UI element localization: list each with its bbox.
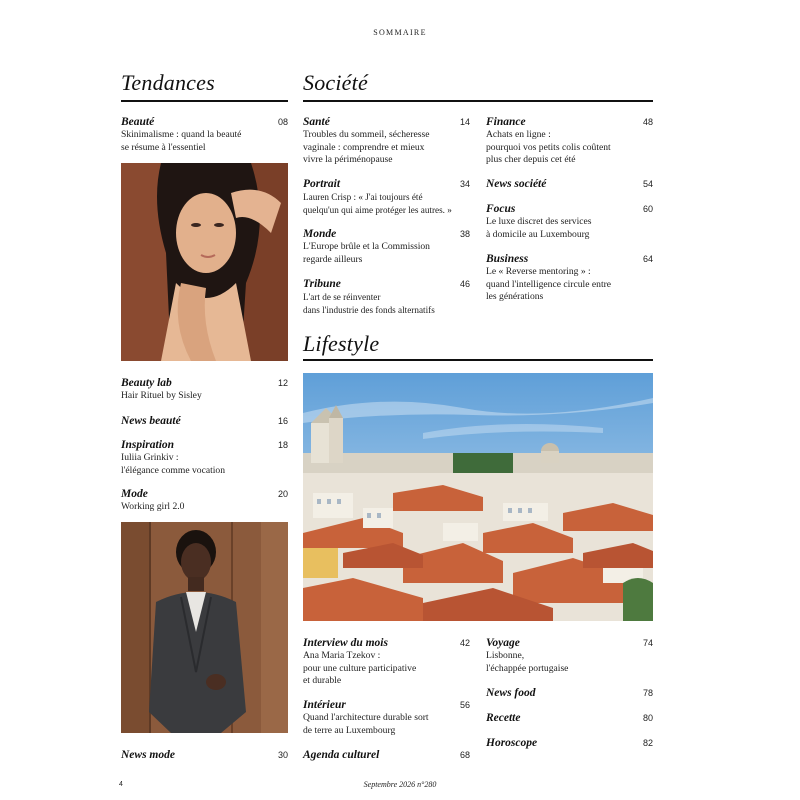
toc-page-number: 74 [642,638,653,648]
toc-entry-beauty-lab[interactable] [121,377,288,403]
toc-description: Ana Maria Tzekov : pour une culture participative et durable [303,650,417,686]
toc-page-number: 18 [277,440,288,450]
toc-category: Inspiration [121,439,175,451]
toc-category: News société [486,178,547,190]
toc-category: Finance [486,116,526,128]
toc-description: Iuliia Grinkiv : l'élégance comme vocation [121,452,226,476]
toc-entry-sante[interactable] [303,116,470,167]
toc-category: News food [486,687,536,699]
toc-page-number: 68 [459,750,470,760]
toc-entry-agenda-culturel[interactable] [303,749,470,762]
toc-page-number: 34 [459,179,470,189]
toc-category: Business [486,253,529,265]
toc-entry-portrait[interactable] [303,178,470,216]
section-title-lifestyle: Lifestyle [303,331,380,356]
toc-entry-voyage[interactable] [486,637,653,675]
toc-page-number: 80 [642,713,653,723]
toc-category: Monde [303,228,337,240]
page-header-title: SOMMAIRE [373,28,427,37]
toc-entry-recette[interactable] [486,712,653,725]
toc-description: Skinimalisme : quand la beauté se résume à l'essentiel [121,129,242,153]
toc-description: Le luxe discret des services à domicile au Luxembourg [486,216,592,240]
section-rule-tendances [121,100,288,102]
toc-category: Recette [486,712,521,724]
toc-entry-monde[interactable] [303,228,470,266]
beauty-model-photo [121,163,288,361]
toc-description: Le « Reverse mentoring » : quand l'intelligence circule entre les générations [486,266,612,302]
toc-category: Portrait [303,178,341,190]
toc-entry-interview-du-mois[interactable] [303,637,470,688]
toc-description: Hair Rituel by Sisley [121,390,202,401]
footer-page-number: 4 [119,781,123,788]
toc-category: Interview du mois [303,637,388,649]
toc-entry-finance[interactable] [486,116,653,167]
toc-description: L'art de se réinventer dans l'industrie des fonds alternatifs [303,292,435,315]
toc-description: Quand l'architecture durable sort de terre au Luxembourg [303,712,429,736]
toc-page-number: 46 [459,279,470,289]
toc-entry-news-food[interactable] [486,687,653,700]
toc-page-number: 78 [642,688,653,698]
toc-entry-horoscope[interactable] [486,737,653,750]
toc-category: Tribune [303,278,341,290]
toc-description: Working girl 2.0 [121,501,185,512]
section-title-tendances: Tendances [121,70,215,95]
toc-description: L'Europe brûle et la Commission regarde ailleurs [303,241,430,265]
toc-page-number: 20 [277,489,288,499]
toc-page-number: 60 [642,204,653,214]
section-title-societe: Société [303,70,368,95]
toc-page-number: 42 [459,638,470,648]
toc-description: Troubles du sommeil, sécheresse vaginale : comprendre et mieux vivre la périménopause [303,129,430,165]
footer-issue-info: Septembre 2026 n°280 [363,780,437,789]
toc-category: Agenda culturel [303,749,380,761]
toc-page-number: 54 [642,179,653,189]
toc-entry-tribune[interactable] [303,278,470,316]
toc-page-number: 82 [642,738,653,748]
toc-entry-interieur[interactable] [303,699,470,737]
toc-category: Intérieur [303,699,346,711]
toc-description: Lisbonne, l'échappée portugaise [486,650,569,674]
toc-page-number: 38 [459,229,470,239]
toc-page-number: 16 [277,416,288,426]
lisbon-city-photo [303,373,653,621]
toc-page-number: 30 [277,750,288,760]
toc-category: News mode [121,749,175,761]
toc-page-number: 14 [459,117,470,127]
toc-entry-news-beaute[interactable] [121,415,288,428]
section-rule-societe [303,100,653,102]
toc-category: Mode [121,488,148,500]
section-rule-lifestyle [303,359,653,361]
toc-entry-news-societe[interactable] [486,178,653,191]
toc-category: Beauty lab [121,377,172,389]
toc-category: News beauté [121,415,181,427]
toc-entry-business[interactable] [486,253,653,304]
toc-category: Santé [303,116,330,128]
toc-description: Lauren Crisp : « J'ai toujours été quelqu'un qui aime protéger les autres. » [303,192,452,215]
toc-entry-focus[interactable] [486,203,653,241]
toc-category: Horoscope [486,737,538,749]
toc-entry-news-mode[interactable] [121,749,288,762]
toc-description: Achats en ligne : pourquoi vos petits colis coûtent plus cher depuis cet été [486,129,611,165]
toc-page-number: 12 [277,378,288,388]
toc-entry-inspiration[interactable] [121,439,288,477]
fashion-model-photo [121,522,288,733]
toc-category: Voyage [486,637,520,649]
toc-entry-beaute[interactable] [121,116,288,154]
toc-page-number: 64 [642,254,653,264]
toc-entry-mode[interactable] [121,488,288,514]
toc-page-number: 56 [459,700,470,710]
toc-page-number: 08 [277,117,288,127]
toc-category: Beauté [121,116,155,128]
toc-category: Focus [486,203,516,215]
toc-page-number: 48 [642,117,653,127]
